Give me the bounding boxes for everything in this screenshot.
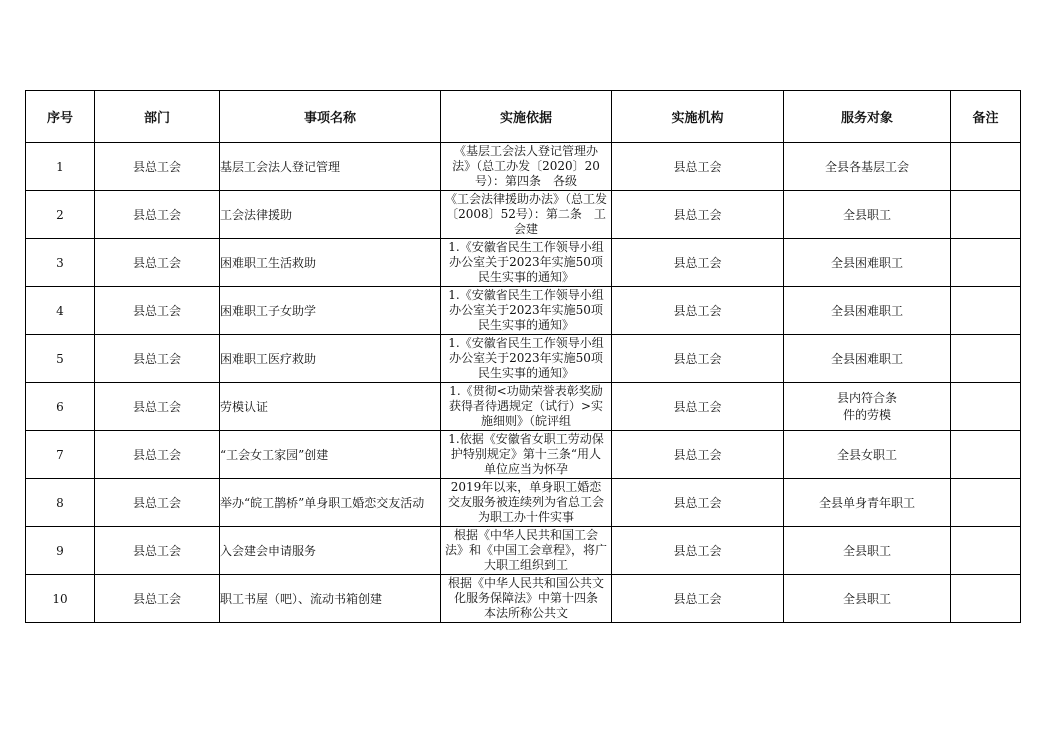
cell-target: 全县各基层工会 [784, 143, 951, 191]
cell-target: 全县困难职工 [784, 335, 951, 383]
cell-target: 全县困难职工 [784, 239, 951, 287]
table-row [26, 527, 1021, 575]
table-row [26, 143, 1021, 191]
basis-text: 2019年以来，单身职工婚恋交友服务被连续列为省总工会为职工办十件实事 [447, 480, 604, 524]
cell-agency: 县总工会 [612, 479, 784, 527]
table-row [26, 287, 1021, 335]
cell-basis [441, 191, 612, 239]
cell-agency: 县总工会 [612, 431, 784, 479]
cell-department: 县总工会 [95, 191, 220, 239]
cell-serial: 5 [26, 335, 95, 383]
cell-serial: 2 [26, 191, 95, 239]
table-row [26, 575, 1021, 623]
item-text: 入会建会申请服务 [220, 544, 317, 558]
table-row [26, 431, 1021, 479]
cell-remarks [951, 239, 1021, 287]
cell-department: 县总工会 [95, 575, 220, 623]
item-text: 职工书屋（吧）、流动书箱创建 [220, 592, 383, 606]
cell-target: 全县单身青年职工 [784, 479, 951, 527]
table-row [26, 191, 1021, 239]
header-row [26, 91, 1021, 143]
cell-basis [441, 479, 612, 527]
basis-text: 根据《中华人民共和国工会法》和《中国工会章程》，将广大职工组织到工 [445, 528, 608, 572]
cell-item-name [220, 335, 441, 383]
cell-agency: 县总工会 [612, 335, 784, 383]
header-target: 服务对象 [784, 91, 951, 143]
item-text: “工会女工家园”创建 [220, 448, 329, 462]
cell-target: 全县职工 [784, 575, 951, 623]
cell-serial: 4 [26, 287, 95, 335]
cell-department: 县总工会 [95, 431, 220, 479]
basis-text: 1.《安徽省民生工作领导小组办公室关于2023年实施50项民生实事的通知》 [448, 288, 604, 332]
item-text: 基层工会法人登记管理 [220, 160, 341, 174]
basis-text: 1.《安徽省民生工作领导小组办公室关于2023年实施50项民生实事的通知》 [448, 336, 604, 380]
table-row [26, 479, 1021, 527]
cell-department: 县总工会 [95, 383, 220, 431]
cell-basis [441, 335, 612, 383]
cell-agency: 县总工会 [612, 287, 784, 335]
cell-serial: 8 [26, 479, 95, 527]
cell-agency: 县总工会 [612, 239, 784, 287]
cell-serial: 7 [26, 431, 95, 479]
basis-text: 根据《中华人民共和国公共文化服务保障法》中第十四条 本法所称公共文 [447, 576, 611, 620]
cell-remarks [951, 335, 1021, 383]
cell-remarks [951, 527, 1021, 575]
header-item-name: 事项名称 [220, 91, 441, 143]
basis-text: 1.《安徽省民生工作领导小组办公室关于2023年实施50项民生实事的通知》 [448, 240, 604, 284]
cell-item-name [220, 431, 441, 479]
header-serial: 序号 [26, 91, 95, 143]
basis-text: 《基层工会法人登记管理办法》（总工办发〔2020〕20号）：第四条 各级 [452, 144, 600, 188]
item-text: 困难职工生活救助 [220, 256, 317, 270]
cell-department: 县总工会 [95, 479, 220, 527]
cell-basis [441, 431, 612, 479]
cell-agency: 县总工会 [612, 575, 784, 623]
cell-remarks [951, 431, 1021, 479]
cell-item-name [220, 287, 441, 335]
cell-basis [441, 527, 612, 575]
cell-agency: 县总工会 [612, 527, 784, 575]
cell-department: 县总工会 [95, 335, 220, 383]
cell-remarks [951, 479, 1021, 527]
table-row [26, 383, 1021, 431]
cell-basis [441, 383, 612, 431]
cell-basis [441, 143, 612, 191]
table-row [26, 239, 1021, 287]
cell-department: 县总工会 [95, 527, 220, 575]
item-text: 劳模认证 [220, 400, 269, 414]
basis-text: 《工会法律援助办法》（总工发〔2008〕52号）：第二条 工会建 [445, 192, 608, 236]
cell-agency: 县总工会 [612, 143, 784, 191]
table-row [26, 335, 1021, 383]
cell-serial: 1 [26, 143, 95, 191]
cell-target: 全县职工 [784, 527, 951, 575]
cell-serial: 10 [26, 575, 95, 623]
header-agency: 实施机构 [612, 91, 784, 143]
cell-item-name [220, 527, 441, 575]
target-text: 县内符合条件的劳模 [836, 390, 897, 422]
header-department: 部门 [95, 91, 220, 143]
cell-basis [441, 239, 612, 287]
cell-serial: 9 [26, 527, 95, 575]
cell-remarks [951, 383, 1021, 431]
item-text: 工会法律援助 [220, 208, 293, 222]
cell-department: 县总工会 [95, 239, 220, 287]
cell-item-name [220, 191, 441, 239]
cell-item-name [220, 143, 441, 191]
cell-agency: 县总工会 [612, 383, 784, 431]
item-text: 举办“皖工鹊桥”单身职工婚恋交友活动 [220, 495, 425, 510]
cell-serial: 3 [26, 239, 95, 287]
cell-target: 全县职工 [784, 191, 951, 239]
item-text: 困难职工医疗救助 [220, 352, 317, 366]
cell-target [784, 383, 951, 431]
cell-department: 县总工会 [95, 143, 220, 191]
cell-target: 全县女职工 [784, 431, 951, 479]
cell-serial: 6 [26, 383, 95, 431]
cell-remarks [951, 575, 1021, 623]
header-basis: 实施依据 [441, 91, 612, 143]
cell-basis [441, 287, 612, 335]
basis-text: 1.《贯彻<功勋荣誉表彰奖励获得者待遇规定（试行）>实施细则》（皖评组 [448, 384, 604, 428]
cell-remarks [951, 287, 1021, 335]
cell-item-name [220, 479, 441, 527]
cell-target: 全县困难职工 [784, 287, 951, 335]
cell-department: 县总工会 [95, 287, 220, 335]
cell-item-name [220, 239, 441, 287]
basis-text: 1.依据《安徽省女职工劳动保护特别规定》第十三条“用人单位应当为怀孕 [448, 432, 604, 476]
cell-item-name [220, 383, 441, 431]
cell-agency: 县总工会 [612, 191, 784, 239]
item-text: 困难职工子女助学 [220, 304, 317, 318]
header-remarks: 备注 [951, 91, 1021, 143]
cell-remarks [951, 143, 1021, 191]
service-table [25, 90, 1021, 623]
cell-basis [441, 575, 612, 623]
cell-remarks [951, 191, 1021, 239]
cell-item-name [220, 575, 441, 623]
